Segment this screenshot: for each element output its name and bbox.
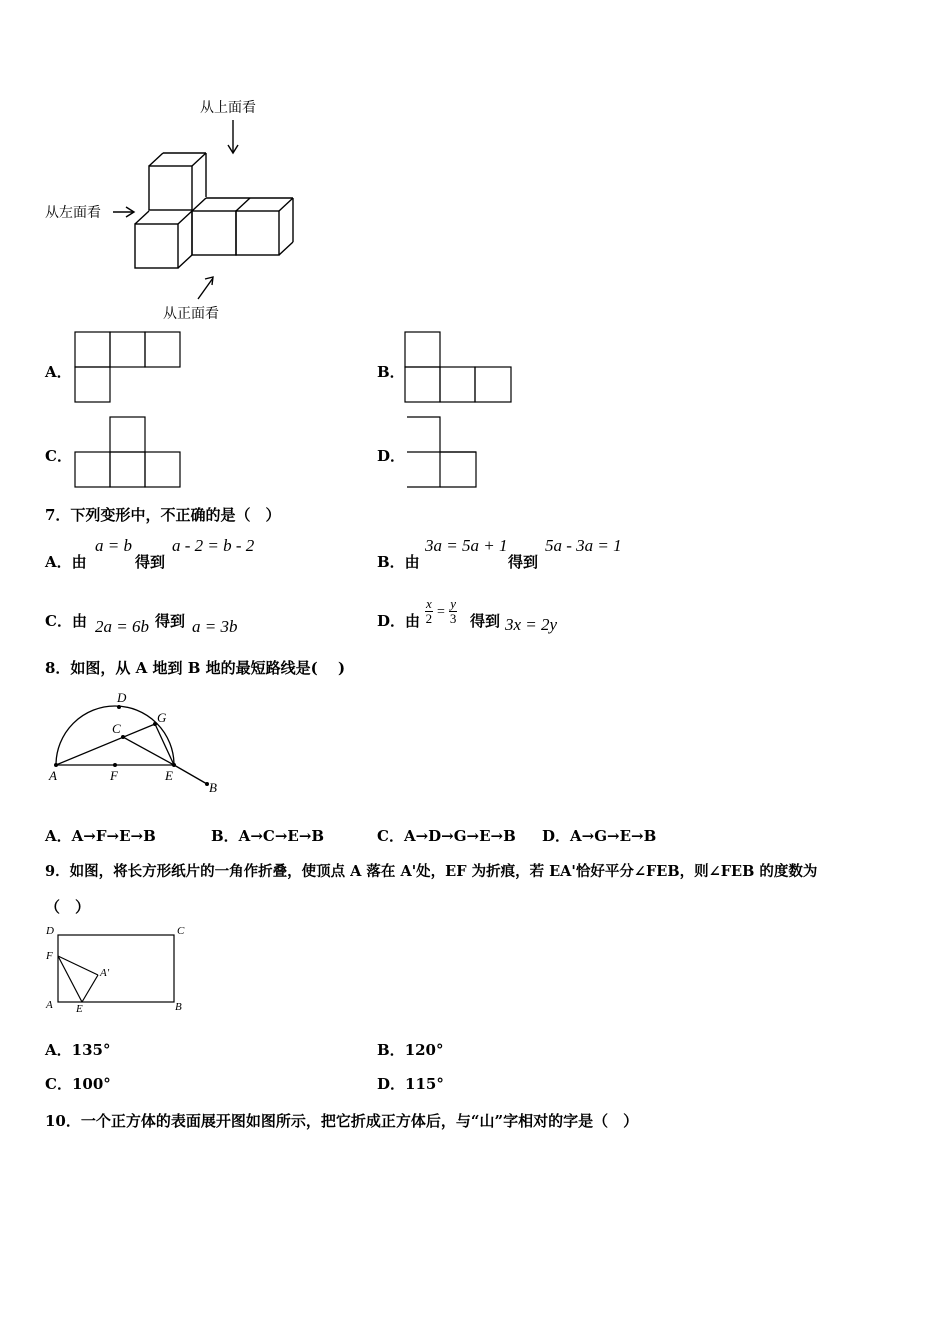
q6-option-d-label[interactable]: D． — [377, 447, 406, 465]
q9-option-c[interactable] — [45, 1073, 111, 1094]
q7-option-b-post: 5a - 3a = 1 — [545, 536, 622, 555]
q9-stem: 9．如图，将长方形纸片的一角作折叠，使顶点 A 落在 A'处，EF 为折痕，若 EA'恰好平分∠FEB，则∠FEB 的度数为 — [45, 863, 818, 880]
q7-d-frac2-num: y — [450, 596, 456, 611]
q9-stem-bracket: （ ） — [45, 898, 91, 916]
q9-option-c-value: 100° — [71, 1075, 111, 1093]
q8-option-b[interactable]: B．A→C→E→B — [211, 827, 325, 845]
view-front-label: 从正面看 — [163, 306, 219, 322]
q8-point-a: A — [49, 768, 57, 783]
q8-option-d[interactable]: D．A→G→E→B — [542, 827, 657, 845]
q9-point-e: E — [76, 1003, 83, 1015]
q9-option-a-label: A． — [45, 1041, 72, 1059]
q8-point-c: C — [112, 721, 121, 736]
q8-option-a[interactable]: A．A→F→E→B — [45, 827, 156, 845]
q9-point-a-prime: A' — [100, 967, 110, 979]
q9-option-d-label: D． — [377, 1075, 406, 1093]
q9-option-a[interactable] — [45, 1039, 110, 1060]
q8-point-g: G — [157, 710, 167, 725]
q7-option-c-post: a = 3b — [192, 617, 238, 636]
q7-option-c-label[interactable]: C．由 — [45, 612, 87, 630]
q6-option-a-label[interactable]: A． — [45, 363, 72, 381]
q8-point-f: F — [110, 768, 118, 783]
q7-option-a-post: a - 2 = b - 2 — [172, 536, 255, 555]
q7-stem: 7．下列变形中，不正确的是（ ） — [45, 506, 281, 524]
q8-point-b: B — [209, 780, 217, 795]
view-left-label: 从左面看 — [45, 205, 101, 221]
q7-option-a-mid: 得到 — [135, 553, 166, 571]
q7-option-b-label[interactable]: B．由 — [377, 553, 420, 571]
q9-option-b-value: 120° — [404, 1041, 444, 1059]
q9-option-a-value: 135° — [71, 1041, 111, 1059]
q9-option-b-label: B． — [377, 1041, 405, 1059]
view-top-label: 从上面看 — [200, 100, 256, 116]
q8-point-e: E — [165, 768, 173, 783]
q8-stem: 8．如图，从 A 地到 B 地的最短路线是( ) — [45, 659, 346, 677]
q8-option-c[interactable]: C．A→D→G→E→B — [377, 827, 516, 845]
q9-option-d-value: 115° — [405, 1075, 444, 1093]
q9-point-d: D — [46, 925, 54, 937]
q9-point-c: C — [177, 925, 185, 937]
q6-option-c-label[interactable]: C． — [45, 447, 72, 465]
q9-point-a: A — [46, 999, 53, 1011]
q9-option-c-label: C． — [45, 1075, 72, 1093]
q7-d-eq: = — [437, 604, 445, 620]
q7-d-frac1-den: 2 — [425, 611, 433, 626]
q9-point-b: B — [175, 1001, 182, 1013]
q7-option-c-mid: 得到 — [155, 612, 186, 630]
q7-d-frac2-den: 3 — [449, 611, 457, 626]
q10-stem: 10．一个正方体的表面展开图如图所示，把它折成正方体后，与“山”字相对的字是（ ） — [45, 1112, 639, 1130]
q9-option-d[interactable] — [377, 1073, 444, 1094]
q8-point-d: D — [117, 690, 127, 705]
q7-d-frac1-num: x — [426, 596, 432, 611]
q7-option-a-label[interactable]: A．由 — [45, 553, 87, 571]
q7-option-d-post: 3x = 2y — [505, 615, 558, 634]
q7-option-a-pre: a = b — [95, 536, 132, 555]
q7-option-d-label[interactable]: D．由 — [377, 612, 421, 630]
q7-option-d-mid: 得到 — [470, 612, 501, 630]
q9-option-b[interactable] — [377, 1039, 444, 1060]
q9-point-f: F — [46, 950, 53, 962]
q7-option-b-pre: 3a = 5a + 1 — [425, 536, 508, 555]
q7-option-c-pre: 2a = 6b — [95, 617, 149, 636]
q6-option-b-label[interactable]: B． — [377, 363, 405, 381]
q7-option-b-mid: 得到 — [508, 553, 539, 571]
